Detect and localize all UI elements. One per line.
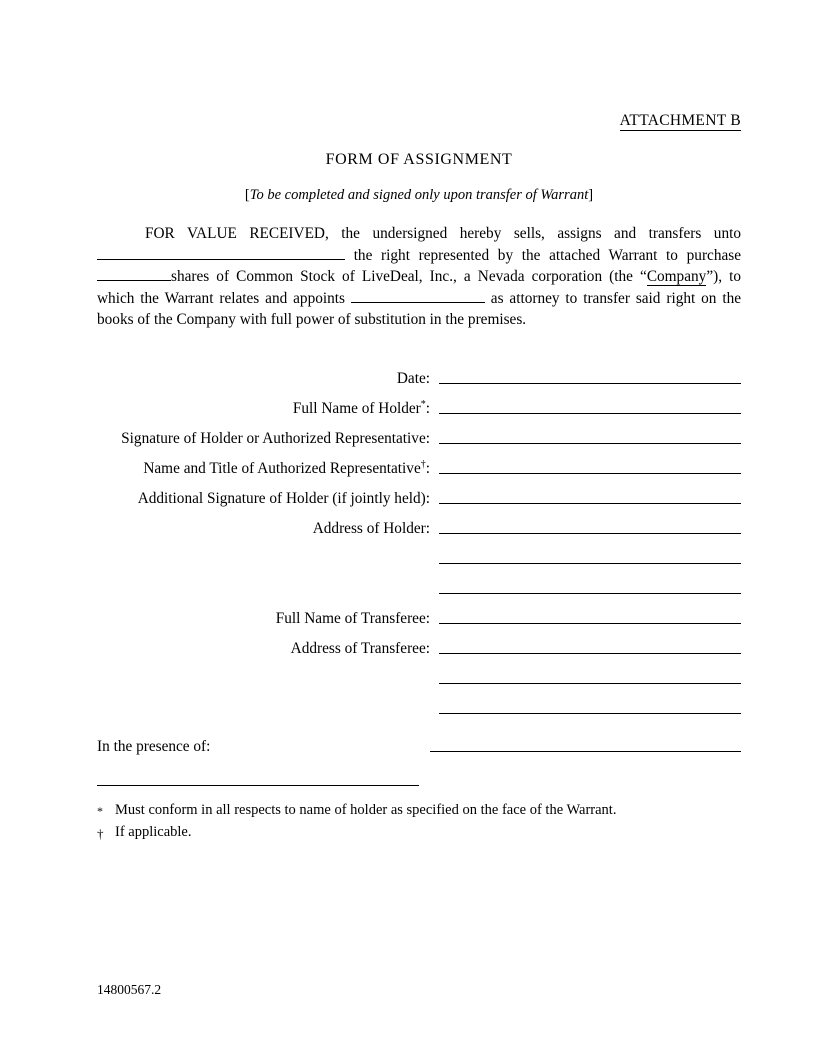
field-input-address-transferee-line2[interactable] (439, 682, 741, 684)
field-input-address-holder-line2[interactable] (439, 562, 741, 564)
document-content (97, 0, 741, 844)
footnote-marker-asterisk-note: * (97, 803, 103, 818)
field-label-name-title-representative-text: Name and Title of Authorized Representative (143, 459, 421, 477)
field-label-name-title-representative (97, 460, 439, 477)
subtitle-italic-text: To be completed and signed only upon transfer of Warrant (249, 187, 589, 203)
field-row-full-name-transferee (97, 597, 741, 627)
field-label-full-name-holder (97, 400, 439, 417)
field-input-date[interactable] (439, 382, 741, 384)
attorney-name-blank[interactable] (351, 302, 485, 303)
page-title: FORM OF ASSIGNMENT (325, 151, 513, 168)
field-label-in-presence-of: In the presence of: (97, 737, 211, 755)
field-label-additional-signature: Additional Signature of Holder (if jointly held): (137, 489, 430, 507)
paragraph-part-4: ”), to which the Warrant relates and appoints (97, 268, 741, 307)
share-count-blank[interactable] (97, 280, 171, 281)
field-label-address-holder: Address of Holder: (312, 519, 430, 537)
footnote-marker-dagger: † (420, 458, 426, 470)
footnote-text-asterisk: Must conform in all respects to name of holder as specified on the face of the Warrant. (115, 801, 617, 818)
field-label-address-transferee: Address of Transferee: (290, 639, 430, 657)
footnote-marker-dagger-note: † (97, 825, 104, 841)
document-subtitle (97, 187, 741, 204)
footnote-text-dagger: If applicable. (115, 823, 192, 840)
field-row-address-holder-line3 (97, 567, 741, 597)
field-row-address-holder (97, 507, 741, 537)
field-input-in-presence-of[interactable] (430, 750, 741, 752)
field-input-additional-signature[interactable] (439, 502, 741, 504)
field-row-address-transferee-line3 (97, 687, 741, 717)
field-input-address-holder-line3[interactable] (439, 592, 741, 594)
paragraph-part-1: FOR VALUE RECEIVED, the undersigned hereby sells, assigns and transfers unto (145, 225, 741, 242)
assignment-paragraph (97, 223, 741, 331)
signature-fields (97, 357, 741, 755)
field-label-date: Date: (396, 369, 430, 387)
field-row-address-holder-line2 (97, 537, 741, 567)
field-row-signature-holder (97, 417, 741, 447)
field-label-full-name-holder-colon: : (425, 399, 430, 417)
field-row-address-transferee (97, 627, 741, 657)
attachment-label-text: ATTACHMENT B (619, 112, 741, 129)
paragraph-part-2: the right represented by the attached Warrant to purchase (353, 246, 742, 264)
field-label-full-name-holder-text: Full Name of Holder (292, 399, 421, 417)
field-input-address-holder[interactable] (439, 532, 741, 534)
subtitle-close-bracket: ] (588, 187, 594, 203)
document-number: 14800567.2 (97, 982, 162, 997)
field-input-full-name-holder[interactable] (439, 412, 741, 414)
field-label-name-title-representative-colon: : (425, 459, 430, 477)
subtitle-open-bracket: [ (244, 187, 250, 203)
paragraph-part-5: as attorney to transfer said right on the books of the Company with full power of substitution in the premises. (97, 289, 742, 328)
attachment-label (97, 112, 741, 130)
field-row-in-presence-of (97, 725, 741, 755)
company-defined-term: Company (646, 268, 707, 285)
field-row-full-name-holder (97, 387, 741, 417)
field-input-address-transferee[interactable] (439, 652, 741, 654)
footnote-item-dagger (97, 822, 741, 844)
field-row-name-title-representative (97, 447, 741, 477)
field-input-full-name-transferee[interactable] (439, 622, 741, 624)
paragraph-part-3: shares of Common Stock of LiveDeal, Inc., a Nevada corporation (the “ (171, 268, 647, 285)
field-row-additional-signature (97, 477, 741, 507)
field-input-address-transferee-line3[interactable] (439, 712, 741, 714)
field-input-name-title-representative[interactable] (439, 472, 741, 474)
assignee-name-blank[interactable] (97, 259, 345, 260)
footnote-divider (97, 785, 419, 786)
field-label-full-name-transferee: Full Name of Transferee: (275, 609, 430, 627)
footnote-item-asterisk (97, 800, 741, 822)
field-row-address-transferee-line2 (97, 657, 741, 687)
footnotes (97, 800, 741, 844)
field-input-signature-holder[interactable] (439, 442, 741, 444)
field-label-signature-holder: Signature of Holder or Authorized Representative: (121, 429, 430, 447)
footnote-marker-asterisk: * (420, 398, 426, 410)
field-row-date (97, 357, 741, 387)
